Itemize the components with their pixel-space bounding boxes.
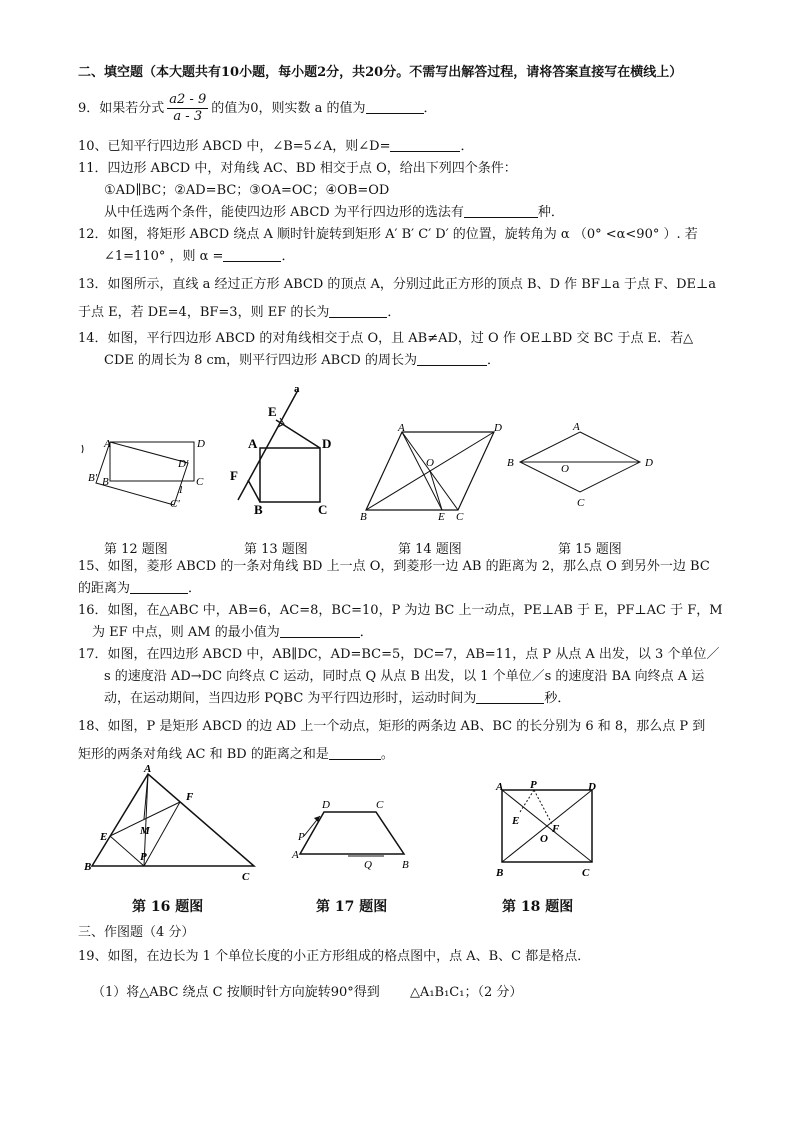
q19-text: （1）将△ABC 绕点 C 按顺时针方向旋转90°得到 bbox=[92, 985, 380, 1000]
f18-label-e: E bbox=[512, 815, 520, 827]
f17-label-d: D bbox=[322, 799, 330, 811]
q14-line-2: CDE 的周长为 8 cm，则平行四边形 ABCD 的周长为 ． bbox=[104, 353, 500, 368]
f16-label-b: B bbox=[84, 861, 92, 873]
q12-line-1: 12．如图，将矩形 ABCD 绕点 A 顺时针旋转到矩形 A′ B′ C′ D′ 的位置，旋转角为 α （0° <α<90° ）. 若 bbox=[78, 227, 698, 242]
f14-label-e: E bbox=[438, 511, 445, 523]
f16-label-m: M bbox=[140, 825, 150, 837]
f18-label-o: O bbox=[540, 833, 548, 845]
q16-answer-blank[interactable] bbox=[280, 625, 360, 638]
f16-label-a: A bbox=[144, 763, 152, 775]
q15-line-1: 15、如图，菱形 ABCD 的一条对角线 BD 上一点 O，到菱形一边 AB 的距离为 2，那么点 O 到另外一边 BC bbox=[78, 559, 710, 574]
caption-fig-12: 第 12 题图 bbox=[104, 542, 168, 557]
q17-end: 秒． bbox=[544, 691, 571, 706]
f18-label-p: P bbox=[530, 779, 537, 791]
f13-label-b: B bbox=[254, 502, 263, 517]
f13-label-e: E bbox=[268, 404, 277, 419]
f13-label-a: A bbox=[248, 436, 258, 451]
q17-line-1: 17．如图，在四边形 ABCD 中，AB∥DC，AD=BC=5，DC=7，AB=11，点 P 从点 A 出发，以 3 个单位／ bbox=[78, 647, 720, 662]
q12-line-2: ∠1=110° ，则 α = ． bbox=[104, 249, 295, 264]
q11-answer-blank[interactable] bbox=[464, 205, 538, 218]
q19-end: △A₁B₁C₁；（2 分） bbox=[409, 985, 523, 1000]
f14-label-c: C bbox=[456, 511, 464, 523]
f17-label-b: B bbox=[402, 859, 409, 871]
f13-label-d: D bbox=[322, 436, 332, 451]
q15-text: 的距离为 bbox=[78, 581, 131, 596]
q11-text: 从中任选两个条件，能使四边形 ABCD 为平行四边形的选法有 bbox=[104, 205, 464, 220]
q18-line-2: 矩形的两条对角线 AC 和 BD 的距离之和是 。 bbox=[78, 747, 394, 762]
f12-label-b: B bbox=[102, 476, 109, 488]
f14-label-a: A bbox=[398, 422, 405, 434]
q11-line-2: ①AD∥BC；②AD=BC；③OA=OC；④OB=OD bbox=[104, 183, 390, 198]
q13-text: 于点 E，若 DE=4，BF=3，则 EF 的长为 bbox=[78, 305, 330, 320]
f17-label-p: P bbox=[298, 831, 305, 843]
f12-label-b-prime: B' bbox=[88, 472, 98, 484]
figure-13 bbox=[228, 382, 338, 522]
q18-answer-blank[interactable] bbox=[329, 747, 381, 760]
f14-label-o: O bbox=[426, 457, 434, 469]
q10-answer-blank[interactable] bbox=[390, 139, 460, 152]
f15-label-d: D bbox=[645, 457, 653, 469]
q9-prefix: 9．如果若分式 bbox=[78, 101, 165, 116]
figure-14 bbox=[356, 422, 506, 522]
f12-label-angle-1: 1 bbox=[178, 484, 184, 496]
f13-label-a-line: a bbox=[294, 383, 300, 395]
f16-label-f: F bbox=[186, 791, 194, 803]
f12-label-c: C bbox=[196, 476, 204, 488]
f15-label-c: C bbox=[577, 497, 585, 509]
caption-fig-15: 第 15 题图 bbox=[558, 542, 622, 557]
q12-text: ∠1=110° ，则 α = bbox=[104, 249, 224, 264]
q16-line-1: 16．如图，在△ABC 中，AB=6，AC=8，BC=10，P 为边 BC 上一动点，PE⊥AB 于 E，PF⊥AC 于 F，M bbox=[78, 603, 723, 618]
f17-label-a: A bbox=[292, 849, 299, 861]
f18-label-f: F bbox=[552, 823, 560, 835]
figure-16 bbox=[82, 763, 262, 884]
f15-label-b: B bbox=[507, 457, 514, 469]
section-2-heading: 二、填空题（本大题共有10小题，每小题2分，共20分。不需写出解答过程，请将答案直接写在横线上） bbox=[78, 65, 683, 80]
f18-label-c: C bbox=[582, 867, 590, 879]
q14-text: CDE 的周长为 8 cm，则平行四边形 ABCD 的周长为 bbox=[104, 353, 417, 368]
f15-label-a: A bbox=[573, 421, 580, 433]
q16-text: 为 EF 中点，则 AM 的最小值为 bbox=[92, 625, 280, 640]
f16-triangle bbox=[92, 774, 254, 866]
q14-line-1: 14．如图，平行四边形 ABCD 的对角线相交于点 O，且 AB≠AD，过 O 作 OE⊥BD 交 BC 于点 E．若△ bbox=[78, 331, 694, 346]
q10-text: 10、已知平行四边形 ABCD 中，∠B=5∠A，则∠D= bbox=[78, 139, 391, 154]
f18-label-d: D bbox=[588, 781, 596, 793]
caption-fig-16: 第 16 题图 bbox=[132, 899, 204, 915]
q16-line-2: 为 EF 中点，则 AM 的最小值为 ． bbox=[92, 625, 373, 640]
q17-line-3 bbox=[104, 690, 570, 708]
q14-answer-blank[interactable] bbox=[417, 353, 487, 366]
f16-label-p: P bbox=[140, 851, 147, 863]
figure-18 bbox=[492, 780, 602, 880]
section-3-heading: 三、作图题（4 分） bbox=[78, 925, 195, 940]
caption-fig-17: 第 17 题图 bbox=[316, 899, 388, 915]
question-9: 9．如果若分式 $\frac{a2 - 9}{a - 3}$ 的值为0，则实数 a 的值为 ． bbox=[78, 92, 437, 124]
f17-label-q: Q bbox=[364, 859, 372, 871]
q19-line-2 bbox=[92, 984, 522, 1002]
q9-numerator: a2 - 9 bbox=[169, 92, 207, 107]
q12-answer-blank[interactable] bbox=[223, 249, 281, 262]
caption-fig-14: 第 14 题图 bbox=[398, 542, 462, 557]
f15-label-o: O bbox=[561, 463, 569, 475]
q11-line-1: 11．四边形 ABCD 中，对角线 AC、BD 相交于点 O，给出下列四个条件： bbox=[78, 161, 517, 176]
q9-fraction bbox=[167, 92, 208, 125]
q15-line-2: 的距离为 ． bbox=[78, 581, 202, 596]
f14-label-d: D bbox=[494, 422, 502, 434]
f17-label-c: C bbox=[376, 799, 384, 811]
q17-text: 动，在运动期间，当四边形 PQBC 为平行四边形时，运动时间为 bbox=[104, 691, 477, 706]
q18-text: 矩形的两条对角线 AC 和 BD 的距离之和是 bbox=[78, 747, 329, 762]
q13-line-2: 于点 E，若 DE=4，BF=3，则 EF 的长为 ． bbox=[78, 305, 401, 320]
figure-15 bbox=[505, 422, 685, 512]
question-10: 10、已知平行四边形 ABCD 中，∠B=5∠A，则∠D= ． bbox=[78, 139, 474, 154]
f12-label-a: A bbox=[104, 438, 111, 450]
f14-label-b: B bbox=[360, 511, 367, 523]
figure-17 bbox=[288, 796, 418, 876]
f18-label-b: B bbox=[496, 867, 504, 879]
caption-fig-18: 第 18 题图 bbox=[502, 899, 574, 915]
f13-label-c: C bbox=[318, 502, 328, 517]
q13-answer-blank[interactable] bbox=[329, 305, 387, 318]
f12-label-c-prime: C' bbox=[170, 498, 180, 510]
q19-line-1: 19、如图，在边长为 1 个单位长度的小正方形组成的格点图中，点 A、B、C 都是格点． bbox=[78, 949, 591, 964]
f16-label-e: E bbox=[100, 831, 108, 843]
f18-label-a: A bbox=[496, 781, 504, 793]
figure-12 bbox=[82, 425, 212, 515]
q17-line-2: s 的速度沿 AD→DC 向终点 C 运动，同时点 Q 从点 B 出发，以 1 个单位／s 的速度沿 BA 向终点 A 运 bbox=[104, 669, 705, 684]
caption-fig-13: 第 13 题图 bbox=[244, 542, 308, 557]
q17-answer-blank[interactable] bbox=[476, 691, 544, 704]
q11-line-3 bbox=[104, 204, 564, 222]
q9-suffix: 的值为0，则实数 a 的值为 bbox=[211, 101, 366, 116]
f16-label-c: C bbox=[242, 871, 250, 883]
q18-line-1: 18、如图，P 是矩形 ABCD 的边 AD 上一个动点，矩形的两条边 AB、BC 的长分别为 6 和 8，那么点 P 到 bbox=[78, 719, 706, 734]
q9-answer-blank[interactable] bbox=[366, 101, 424, 114]
q9-denominator: a - 3 bbox=[173, 109, 203, 124]
q11-end: 种． bbox=[537, 205, 564, 220]
f13-square bbox=[260, 448, 320, 502]
f12-label-d: D bbox=[197, 438, 205, 450]
q13-line-1: 13．如图所示，直线 a 经过正方形 ABCD 的顶点 A，分别过此正方形的顶点 B、D 作 BF⊥a 于点 F、DE⊥a bbox=[78, 277, 716, 292]
q15-answer-blank[interactable] bbox=[130, 581, 188, 594]
f13-label-f: F bbox=[230, 468, 238, 483]
f12-label-d-prime: D' bbox=[178, 458, 189, 470]
